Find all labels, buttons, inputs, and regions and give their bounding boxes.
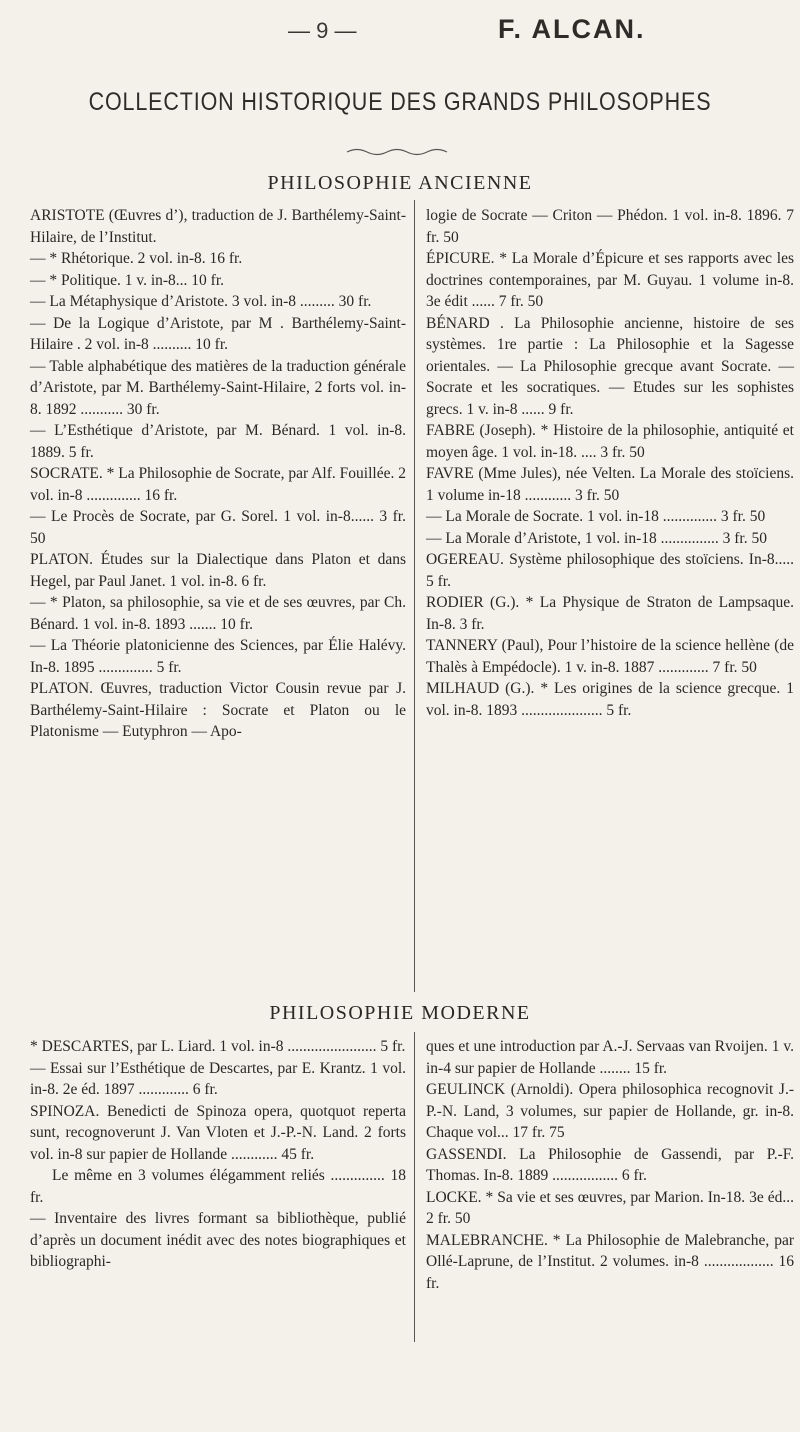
column-divider-moderne — [414, 1032, 415, 1342]
entry-apologie-socrate: logie de Socrate — Criton — Phédon. 1 vol. in-8. 1896. 7 fr. 50 — [426, 207, 794, 246]
entry-malebranche: MALEBRANCHE. * La Philosophie de Malebranche, par Ollé-Laprune, de l’Institut. 2 volumes. in-8 .................. 16 fr. — [426, 1231, 794, 1292]
page-header — [0, 10, 800, 50]
entry-spinoza-continued: ques et une introduction par A.-J. Servaas van Rvoijen. 1 v. in-4 sur papier de Hollande ........ 15 fr. — [426, 1038, 794, 1077]
entry-gassendi: GASSENDI. La Philosophie de Gassendi, par P.-F. Thomas. In-8. 1889 ................. 6 fr. — [426, 1145, 794, 1184]
moderne-right-column — [426, 1036, 794, 1294]
entry-logique: — De la Logique d’Aristote, par M . Barthélemy-Saint-Hilaire . 2 vol. in-8 .......... 10 fr. — [30, 314, 406, 353]
section-title-moderne: PHILOSOPHIE MODERNE — [269, 1002, 531, 1024]
entry-favre-socrate: — La Morale de Socrate. 1 vol. in-18 .............. 3 fr. 50 — [426, 508, 766, 525]
entry-rhetorique: — * Rhétorique. 2 vol. in-8. 16 fr. — [30, 250, 243, 267]
column-divider — [414, 200, 415, 992]
entry-tannery: TANNERY (Paul), Pour l’histoire de la science hellène (de Thalès à Empédocle). 1 v. in-8. 1887 ............. 7 fr. 50 — [426, 637, 794, 676]
entry-descartes: * DESCARTES, par L. Liard. 1 vol. in-8 ....................... 5 fr. — [30, 1038, 406, 1055]
entry-benard: BÉNARD . La Philosophie ancienne, histoire de ses systèmes. 1re partie : La Philosophie et la Sagesse orientales. — La Philosophie grecque avant Socrate. — Socrate et les socratiques. — Etudes sur les sophistes grecs. 1 v. in-8 ...... 9 fr. — [426, 314, 794, 418]
entry-socrate-fouillee: SOCRATE. * La Philosophie de Socrate, par Alf. Fouillée. 2 vol. in-8 .............. 16 fr. — [30, 465, 406, 504]
section-title-ancienne: PHILOSOPHIE ANCIENNE — [267, 172, 533, 194]
entry-fabre: FABRE (Joseph). * Histoire de la philosophie, antiquité et moyen âge. 1 vol. in-18. .... 3 fr. 50 — [426, 422, 794, 461]
entry-proces-socrate: — Le Procès de Socrate, par G. Sorel. 1 vol. in-8...... 3 fr. 50 — [30, 508, 406, 547]
entry-spinoza-relies: Le même en 3 volumes élégamment reliés .............. 18 fr. — [30, 1167, 406, 1206]
entry-theorie-platonicienne: — La Théorie platonicienne des Sciences, par Élie Halévy. In-8. 1895 .............. 5 fr. — [30, 637, 406, 676]
entry-favre-stoiciens: FAVRE (Mme Jules), née Velten. La Morale des stoïciens. 1 volume in-18 ............ 3 fr. 50 — [426, 465, 794, 504]
entry-favre-aristote: — La Morale d’Aristote, 1 vol. in-18 ............... 3 fr. 50 — [426, 529, 767, 547]
moderne-left-column — [30, 1036, 406, 1273]
entry-epicure: ÉPICURE. * La Morale d’Épicure et ses rapports avec les doctrines contemporaines, par M. Guyau. 1 volume in-8. 3e édit ...... 7 fr. 50 — [426, 250, 794, 310]
entry-milhaud: MILHAUD (G.). * Les origines de la science grecque. 1 vol. in-8. 1893 ..................... 5 fr. — [426, 680, 794, 719]
entry-platon-dialectique: PLATON. Études sur la Dialectique dans Platon et dans Hegel, par Paul Janet. 1 vol. in-8. 6 fr. — [30, 551, 406, 590]
entry-aristote-oeuvres: ARISTOTE (Œuvres d’), traduction de J. Barthélemy-Saint-Hilaire, de l’Institut. — [30, 207, 406, 246]
entry-table-alphabetique: — Table alphabétique des matières de la traduction générale d’Aristote, par M. Barthélemy-Saint-Hilaire, 2 forts vol. in-8. 1892 ........... 30 fr. — [30, 357, 406, 418]
ancienne-right-column — [426, 205, 794, 721]
entry-spinoza-inventaire: — Inventaire des livres formant sa bibliothèque, publié d’après un document inédit avec des notes biographiques et bibliographi- — [30, 1210, 406, 1270]
ornament-divider — [345, 146, 455, 158]
entry-platon-oeuvres: PLATON. Œuvres, traduction Victor Cousin revue par J. Barthélemy-Saint-Hilaire : Socrate et Platon ou le Platonisme — Eutyphron — Apo- — [30, 680, 406, 740]
entry-esthetique: — L’Esthétique d’Aristote, par M. Bénard. 1 vol. in-8. 1889. 5 fr. — [30, 422, 406, 461]
entry-descartes-esthetique: — Essai sur l’Esthétique de Descartes, par E. Krantz. 1 vol. in-8. 2e éd. 1897 ............. 6 fr. — [30, 1059, 406, 1098]
entry-ogereau: OGEREAU. Système philosophique des stoïciens. In-8..... 5 fr. — [426, 551, 794, 590]
collection-title: COLLECTION HISTORIQUE DES GRANDS PHILOSOPHES — [88, 88, 712, 116]
entry-geulinck: GEULINCK (Arnoldi). Opera philosophica recognovit J.-P.-N. Land, 3 volumes, sur papier de Hollande, gr. in-8. Chaque vol... 17 fr. 75 — [426, 1081, 794, 1141]
entry-locke: LOCKE. * Sa vie et ses œuvres, par Marion. In-18. 3e éd... 2 fr. 50 — [426, 1188, 794, 1227]
entry-politique: — * Politique. 1 v. in-8... 10 fr. — [30, 271, 225, 289]
entry-rodier: RODIER (G.). * La Physique de Straton de Lampsaque. In-8. 3 fr. — [426, 594, 794, 633]
ancienne-left-column — [30, 205, 406, 743]
entry-metaphysique: — La Métaphysique d’Aristote. 3 vol. in-8 ......... 30 fr. — [30, 293, 372, 310]
page-number: — 9 — — [288, 18, 357, 43]
entry-platon-philosophie: — * Platon, sa philosophie, sa vie et de ses œuvres, par Ch. Bénard. 1 vol. in-8. 1893 ....... 10 fr. — [30, 594, 406, 633]
publisher-name: F. ALCAN. — [498, 14, 646, 44]
entry-spinoza-opera: SPINOZA. Benedicti de Spinoza opera, quotquot reperta sunt, recognoverunt J. Van Vloten et J.-P.-N. Land. 2 forts vol. in-8 sur papier de Hollande ............ 45 fr. — [30, 1102, 406, 1163]
